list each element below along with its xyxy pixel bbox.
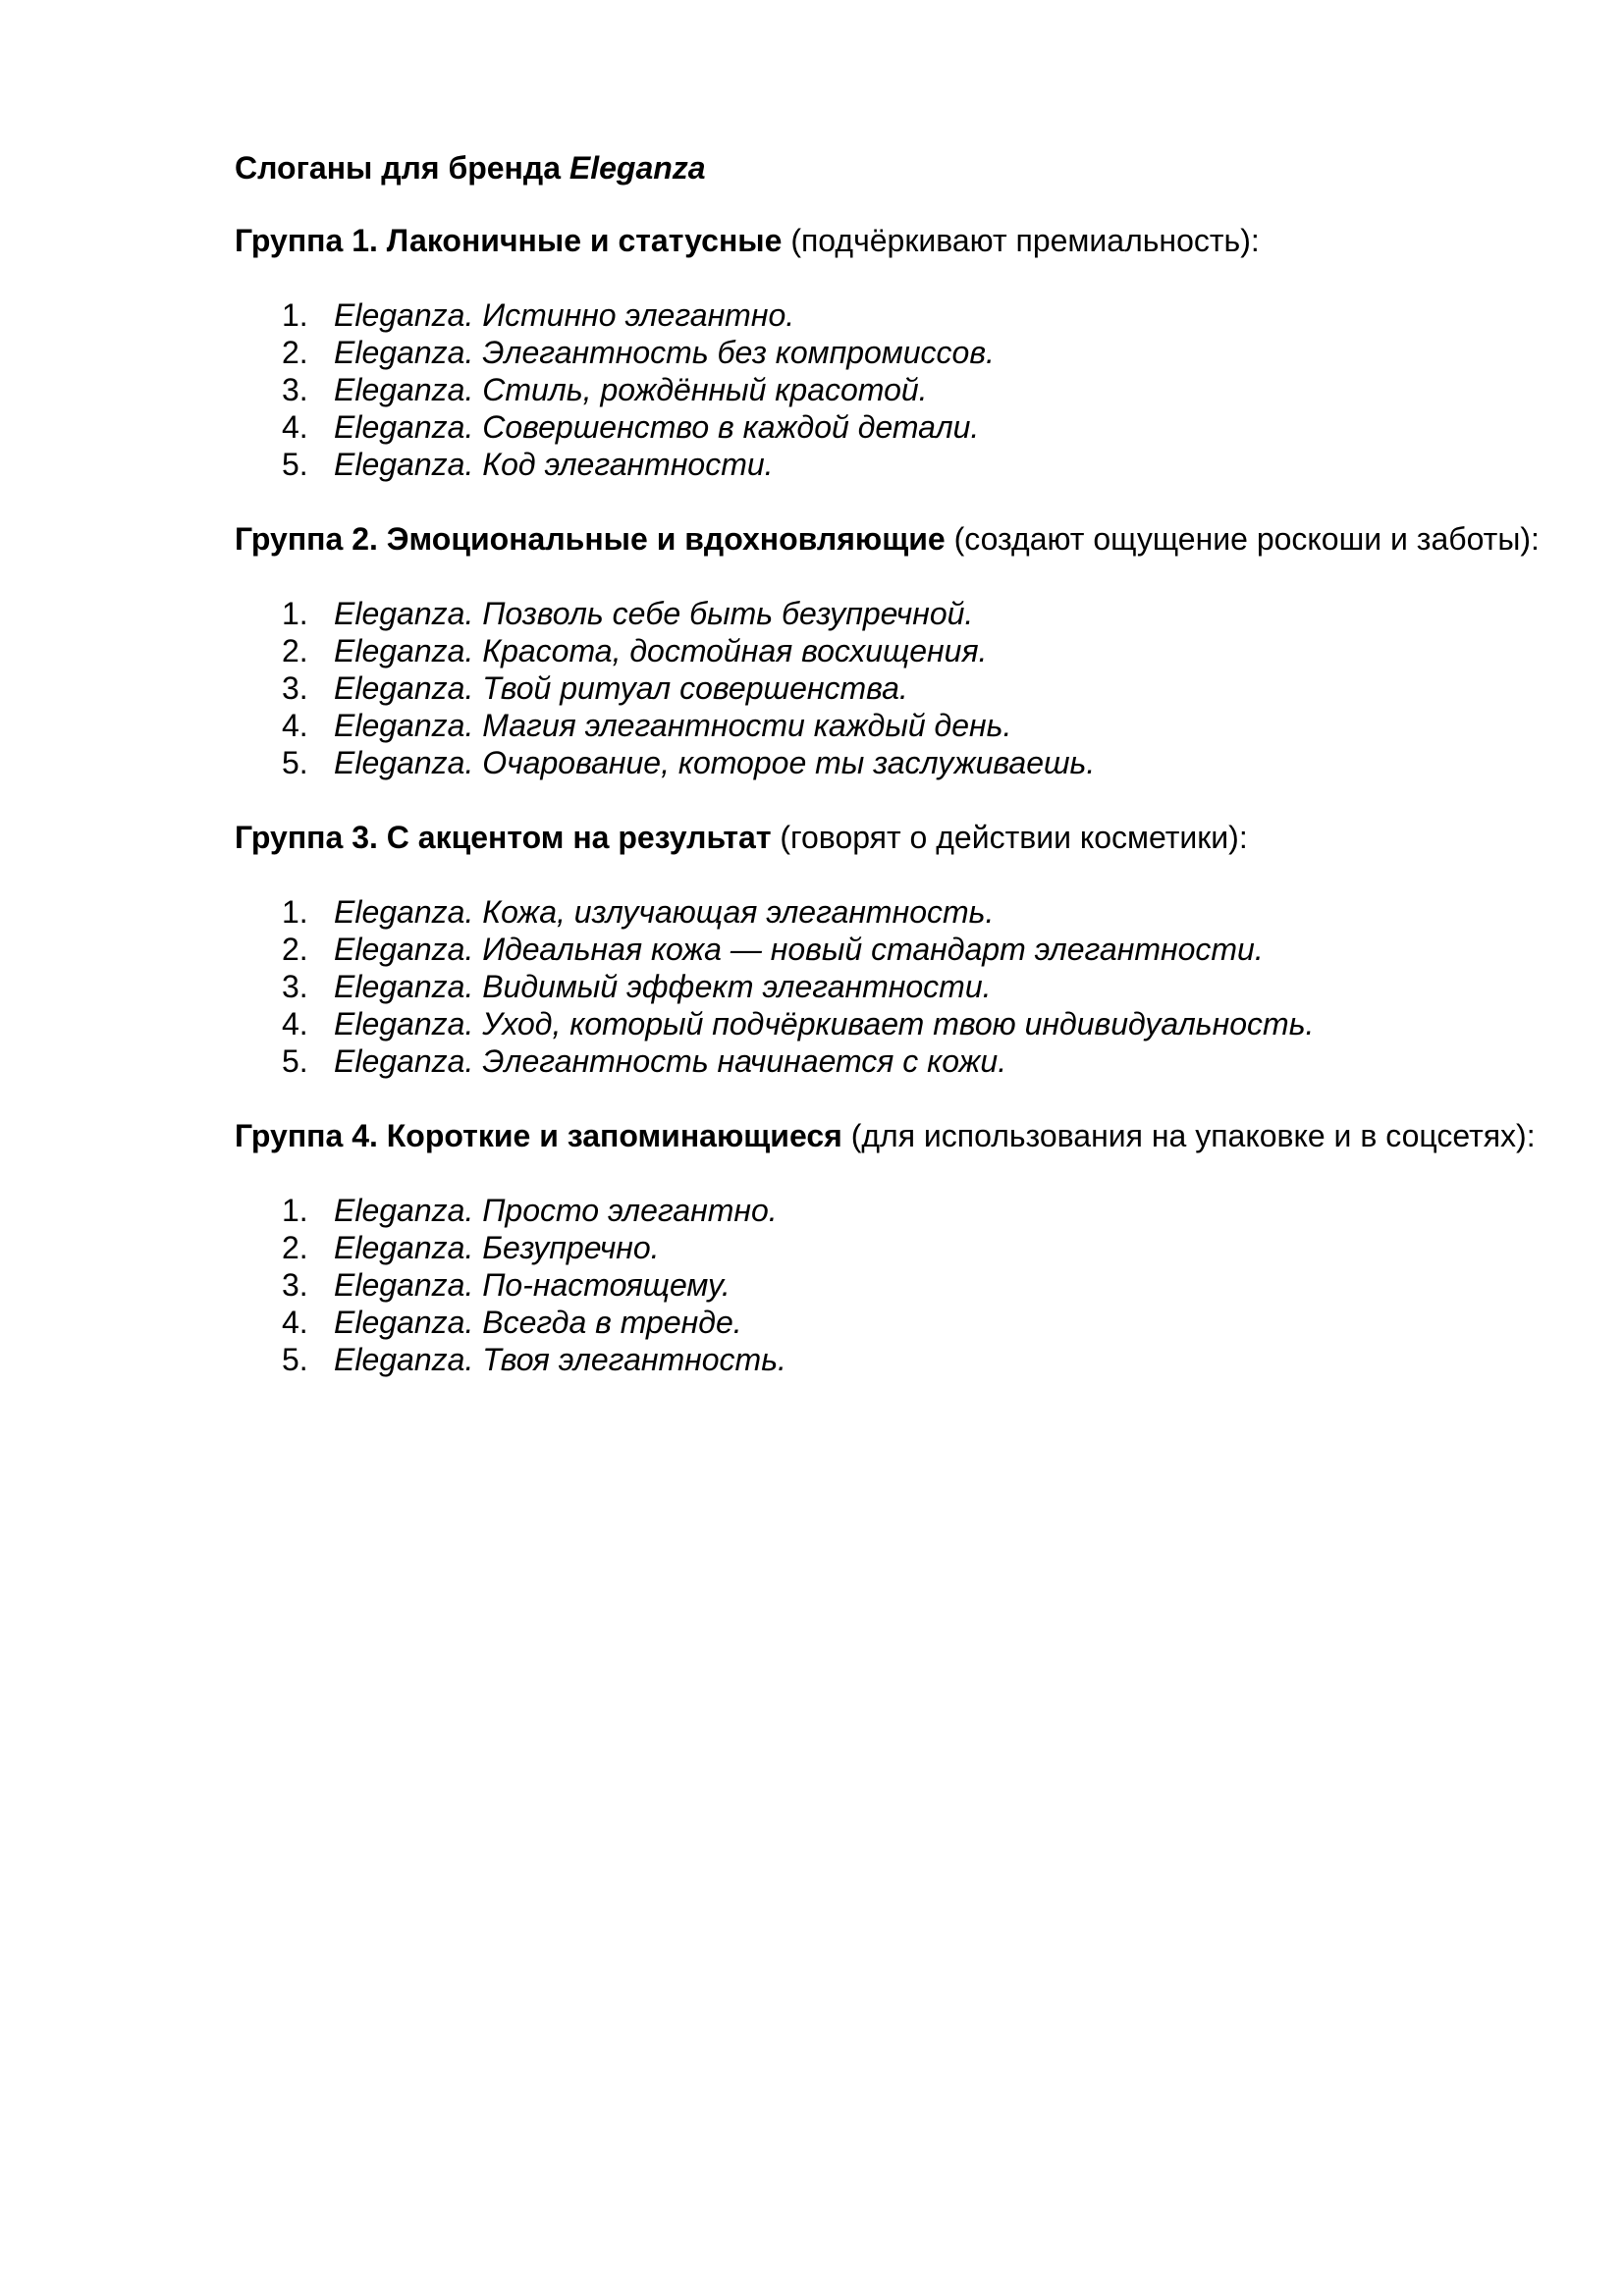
group-heading [235,520,1541,558]
slogan-item [235,371,1541,408]
slogan-text: Eleganza. Истинно элегантно. [334,297,795,333]
slogan-number: 5. [282,745,308,780]
slogan-number: 2. [282,633,308,668]
slogan-item [235,334,1541,371]
slogan-item [235,296,1541,334]
slogan-item [235,408,1541,446]
slogan-number: 4. [282,1305,308,1340]
slogan-number: 2. [282,932,308,967]
title-brand: Eleganza [568,150,706,186]
slogan-item [235,744,1541,781]
slogan-number: 1. [282,1193,308,1228]
slogan-text: Eleganza. Элегантность без компромиссов. [334,335,995,370]
slogan-number: 5. [282,1043,308,1079]
slogan-text: Eleganza. Безупречно. [334,1230,660,1265]
slogan-number: 5. [282,447,308,482]
slogan-item [235,1005,1541,1042]
title-prefix: Слоганы для бренда [235,150,561,186]
slogan-number: 1. [282,894,308,930]
slogan-item [235,931,1541,968]
slogan-text: Eleganza. Видимый эффект элегантности. [334,969,992,1004]
slogan-text: Eleganza. Магия элегантности каждый день. [334,708,1012,743]
slogan-text: Eleganza. Твоя элегантность. [334,1342,786,1377]
slogan-text: Eleganza. Позволь себе быть безупречной. [334,596,974,631]
slogan-item [235,893,1541,931]
slogan-number: 4. [282,409,308,445]
slogan-text: Eleganza. Уход, который подчёркивает твою индивидуальность. [334,1006,1315,1041]
slogan-item [235,1304,1541,1341]
slogan-number: 1. [282,297,308,333]
slogan-item [235,968,1541,1005]
slogan-number: 3. [282,969,308,1004]
group-heading-note: (говорят о действии косметики): [780,820,1248,855]
document-title [235,149,1541,187]
slogan-item [235,1266,1541,1304]
slogan-number: 4. [282,708,308,743]
slogan-text: Eleganza. Всегда в тренде. [334,1305,742,1340]
slogan-group-4 [235,1117,1541,1378]
slogan-text: Eleganza. Твой ритуал совершенства. [334,670,908,706]
slogan-number: 3. [282,1267,308,1303]
document-page [235,149,1541,1415]
slogan-number: 3. [282,670,308,706]
slogan-item [235,669,1541,707]
slogan-text: Eleganza. Очарование, которое ты заслуживаешь. [334,745,1096,780]
group-heading-bold: Группа 3. С акцентом на результат [235,820,772,855]
slogan-item [235,632,1541,669]
slogan-text: Eleganza. По-настоящему. [334,1267,731,1303]
slogan-text: Eleganza. Просто элегантно. [334,1193,778,1228]
slogan-item [235,1229,1541,1266]
slogan-list [235,1192,1541,1378]
slogan-text: Eleganza. Красота, достойная восхищения. [334,633,988,668]
slogan-number: 4. [282,1006,308,1041]
slogan-number: 1. [282,596,308,631]
slogan-text: Eleganza. Стиль, рождённый красотой. [334,372,928,407]
group-heading-note: (подчёркивают премиальность): [790,223,1260,258]
group-heading [235,819,1541,856]
slogan-list [235,893,1541,1080]
slogan-item [235,1192,1541,1229]
group-heading [235,1117,1541,1154]
slogan-list [235,296,1541,483]
slogan-text: Eleganza. Идеальная кожа — новый стандарт элегантности. [334,932,1264,967]
group-heading-bold: Группа 1. Лаконичные и статусные [235,223,783,258]
group-heading-note: (для использования на упаковке и в соцсетях): [850,1118,1536,1153]
slogan-item [235,1042,1541,1080]
group-heading-note: (создают ощущение роскоши и заботы): [953,521,1540,557]
slogan-group-2 [235,520,1541,781]
slogan-list [235,595,1541,781]
group-heading [235,222,1541,259]
slogan-item [235,595,1541,632]
slogan-number: 2. [282,335,308,370]
slogan-item [235,707,1541,744]
slogan-group-3 [235,819,1541,1080]
slogan-text: Eleganza. Элегантность начинается с кожи. [334,1043,1007,1079]
slogan-number: 2. [282,1230,308,1265]
slogan-number: 3. [282,372,308,407]
slogan-number: 5. [282,1342,308,1377]
group-heading-bold: Группа 2. Эмоциональные и вдохновляющие [235,521,946,557]
slogan-text: Eleganza. Совершенство в каждой детали. [334,409,980,445]
slogan-text: Eleganza. Код элегантности. [334,447,774,482]
slogan-item [235,446,1541,483]
group-heading-bold: Группа 4. Короткие и запоминающиеся [235,1118,842,1153]
slogan-text: Eleganza. Кожа, излучающая элегантность. [334,894,995,930]
slogan-item [235,1341,1541,1378]
slogan-group-1 [235,222,1541,483]
